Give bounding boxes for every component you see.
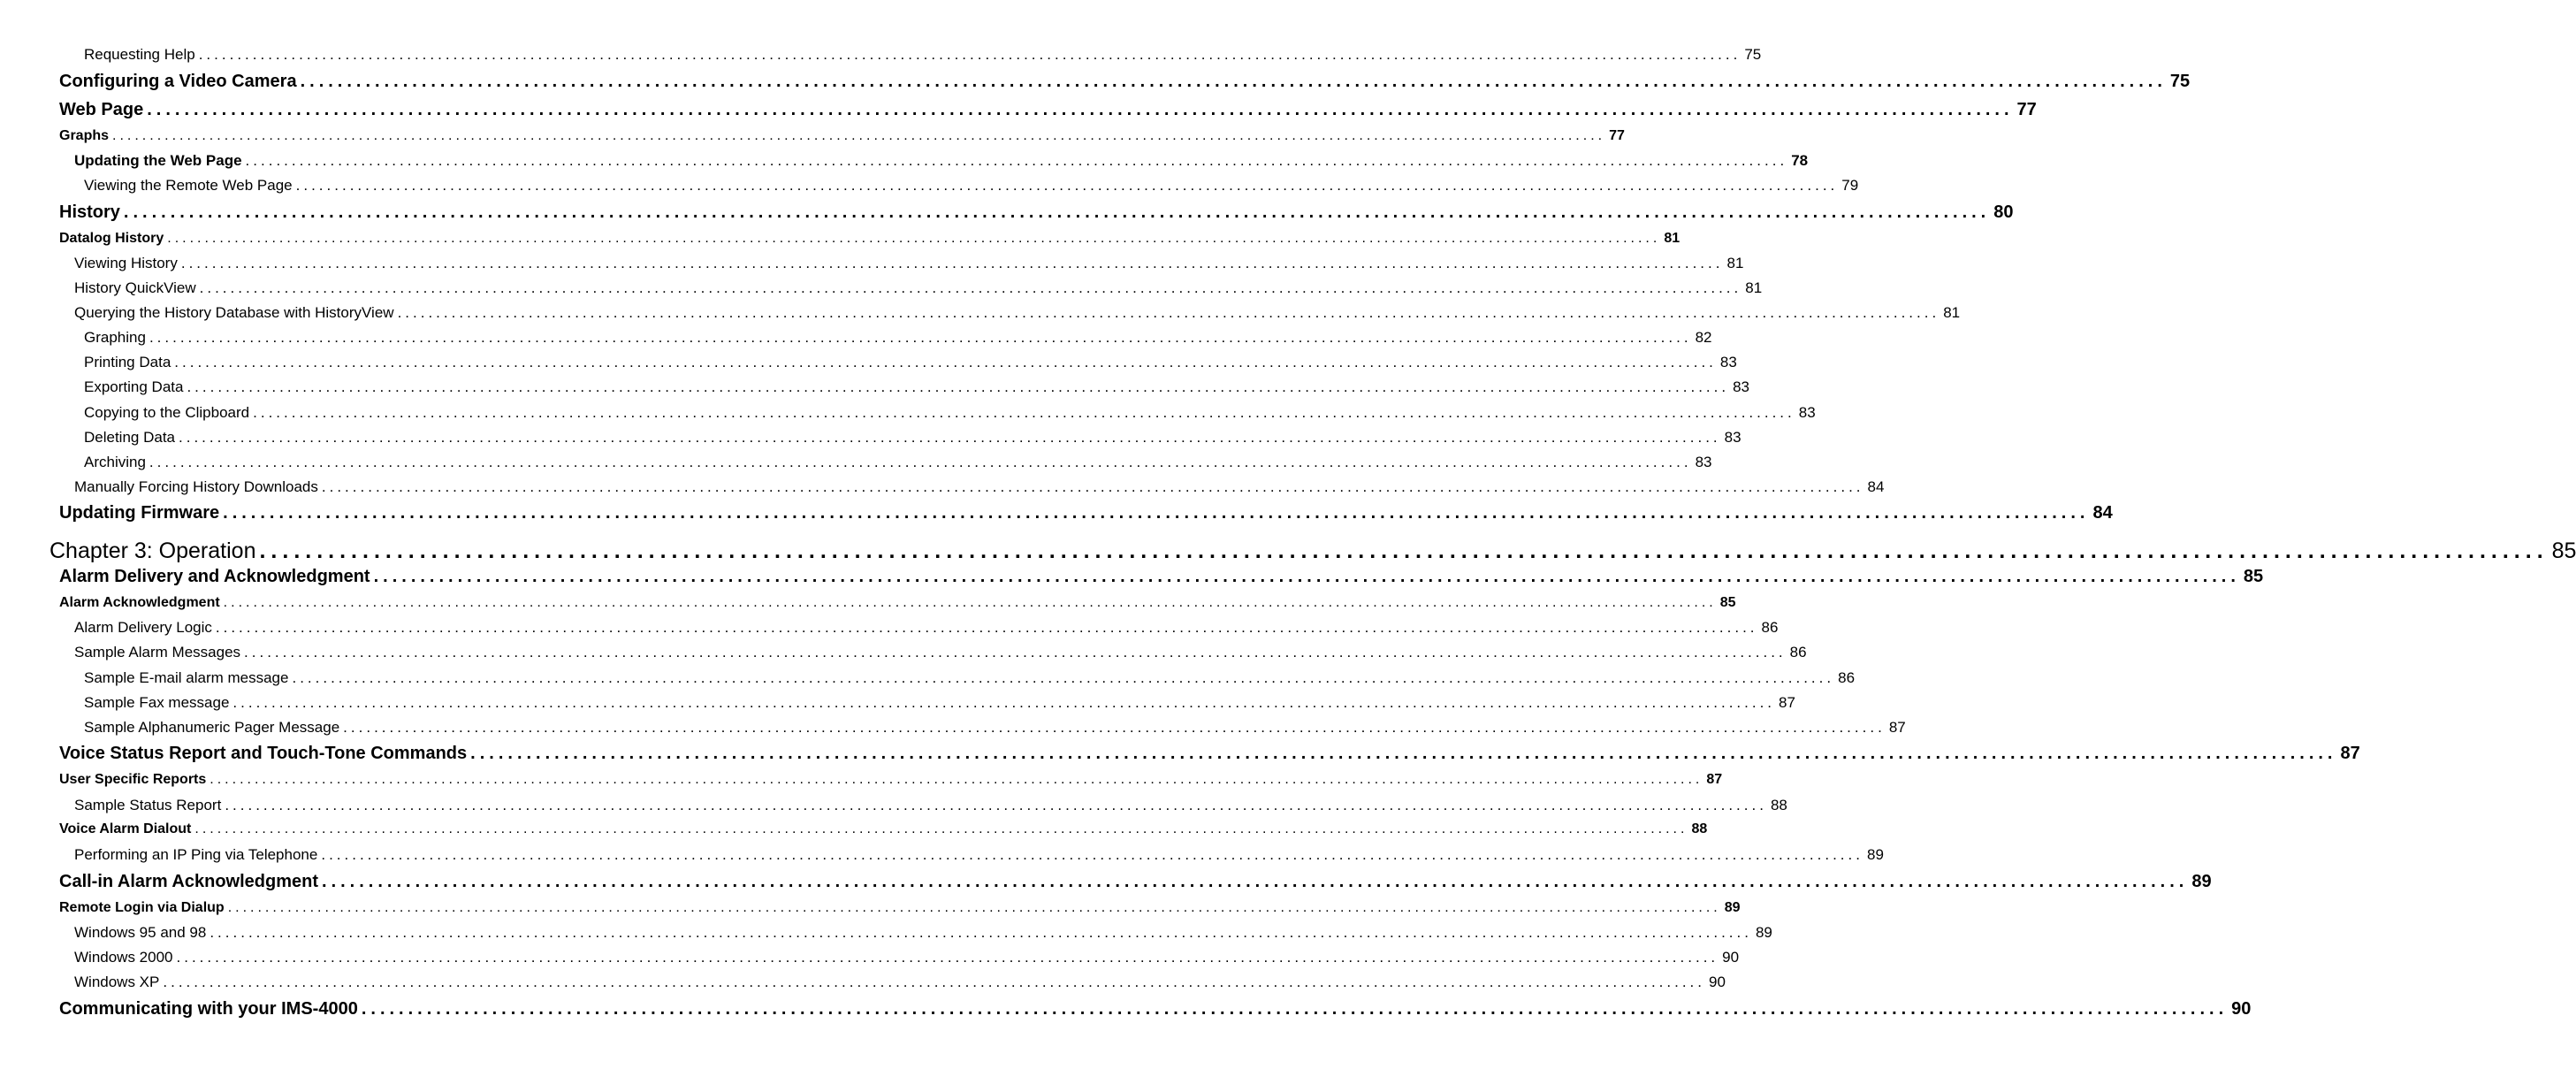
dot-leader: ........................................................................................................................................................................................................ <box>397 304 1940 321</box>
dot-leader: ........................................................................................................................................................................................................ <box>343 719 1886 736</box>
toc-entry-page: 87 <box>1706 772 1723 787</box>
toc-entry-title: Sample Fax message <box>84 694 230 711</box>
toc-entry[interactable] <box>59 567 2264 587</box>
toc-entry-title: Viewing the Remote Web Page <box>84 177 293 194</box>
toc-entry-title: Voice Status Report and Touch-Tone Commands <box>59 744 468 763</box>
toc-entry[interactable] <box>84 719 1906 737</box>
toc-entry[interactable] <box>59 100 2037 120</box>
dot-leader: ........................................................................................................................................................................................................ <box>112 128 1606 143</box>
toc-entry[interactable] <box>84 404 1816 422</box>
toc-entry[interactable] <box>84 177 1859 195</box>
toc-entry-page: 77 <box>1609 128 1625 143</box>
dot-leader: ........................................................................................................................................................................................................ <box>180 255 1724 271</box>
dot-leader: ........................................................................................................................................................................................................ <box>149 329 1692 346</box>
toc-entry-page: 81 <box>1745 279 1763 296</box>
toc-entry-title: Chapter 3: Operation <box>50 538 256 563</box>
toc-entry-page: 75 <box>1744 46 1762 63</box>
toc-entry-title: Windows XP <box>74 974 160 990</box>
toc-entry-page: 85 <box>1719 595 1736 610</box>
toc-entry-page: 81 <box>1664 231 1680 246</box>
toc-entry-title: Web Page <box>59 100 144 119</box>
toc-entry-page: 78 <box>1791 152 1809 169</box>
toc-entry[interactable] <box>84 429 1741 447</box>
dot-leader: ........................................................................................................................................................................................................ <box>198 46 1741 63</box>
toc-entry[interactable] <box>59 744 2360 764</box>
toc-entry[interactable] <box>84 669 1856 687</box>
dot-leader: ........................................................................................................................................................................................................ <box>253 404 1795 421</box>
dot-leader: ........................................................................................................................................................................................................ <box>292 669 1835 686</box>
toc-entry[interactable] <box>59 999 2252 1019</box>
toc-entry-page: 86 <box>1789 644 1807 661</box>
toc-entry[interactable] <box>74 846 1884 864</box>
dot-leader: ........................................................................................................................................................................................................ <box>223 503 2090 523</box>
toc-entry[interactable] <box>59 128 1625 144</box>
toc-entry-page: 87 <box>1888 719 1906 736</box>
dot-leader: ........................................................................................................................................................................................................ <box>215 619 1758 636</box>
toc-entry-page: 87 <box>2340 744 2360 763</box>
toc-entry-title: Sample Status Report <box>74 797 222 813</box>
dot-leader: ........................................................................................................................................................................................................ <box>321 478 1864 495</box>
toc-entry[interactable] <box>74 974 1726 991</box>
toc-entry-page: 83 <box>1724 429 1741 446</box>
toc-chapter-entry[interactable] <box>50 538 2576 564</box>
toc-entry-page: 77 <box>2016 100 2037 119</box>
toc-entry-page: 90 <box>1722 949 1740 966</box>
toc-entry[interactable] <box>74 304 1961 322</box>
toc-entry-title: Sample Alphanumeric Pager Message <box>84 719 340 736</box>
toc-entry[interactable] <box>74 279 1763 297</box>
toc-entry-title: Graphing <box>84 329 146 346</box>
toc-entry-title: Windows 2000 <box>74 949 173 966</box>
dot-leader: ........................................................................................................................................................................................................ <box>174 354 1717 370</box>
toc-entry[interactable] <box>74 152 1809 170</box>
dot-leader: ........................................................................................................................................................................................................ <box>176 949 1719 966</box>
toc-entry[interactable] <box>84 354 1737 371</box>
toc-entry[interactable] <box>74 644 1807 661</box>
toc-entry[interactable] <box>84 329 1712 347</box>
toc-entry-title: History <box>59 202 120 222</box>
toc-entry-page: 82 <box>1695 329 1712 346</box>
toc-entry-page: 81 <box>1943 304 1961 321</box>
toc-entry[interactable] <box>59 503 2113 523</box>
toc-entry[interactable] <box>59 772 1723 788</box>
toc-entry-title: Archiving <box>84 454 146 470</box>
toc-entry-page: 84 <box>1867 478 1885 495</box>
dot-leader: ........................................................................................................................................................................................................ <box>300 72 2167 91</box>
dot-leader: ........................................................................................................................................................................................................ <box>361 999 2229 1019</box>
toc-entry-title: Copying to the Clipboard <box>84 404 250 421</box>
toc-entry[interactable] <box>74 478 1885 496</box>
toc-entry[interactable] <box>74 797 1787 814</box>
dot-leader: ........................................................................................................................................................................................................ <box>123 202 1991 222</box>
toc-entry-title: Requesting Help <box>84 46 195 63</box>
toc-entry-title: Updating Firmware <box>59 503 220 523</box>
dot-leader: ........................................................................................................................................................................................................ <box>187 378 1730 395</box>
dot-leader: ........................................................................................................................................................................................................ <box>244 644 1787 661</box>
toc-entry-title: Viewing History <box>74 255 178 271</box>
toc-entry[interactable] <box>74 619 1779 637</box>
toc-entry-page: 83 <box>1719 354 1737 370</box>
toc-entry-page: 90 <box>2231 999 2252 1019</box>
toc-entry-title: Performing an IP Ping via Telephone <box>74 846 318 863</box>
dot-leader: ........................................................................................................................................................................................................ <box>163 974 1706 990</box>
dot-leader: ........................................................................................................................................................................................................ <box>232 694 1776 711</box>
dot-leader: ........................................................................................................................................................................................................ <box>245 152 1788 169</box>
toc-entry-title: Communicating with your IMS-4000 <box>59 999 358 1019</box>
toc-entry-title: History QuickView <box>74 279 196 296</box>
toc-entry-title: Printing Data <box>84 354 171 370</box>
toc-entry[interactable] <box>74 949 1740 966</box>
toc-entry[interactable] <box>59 900 1741 916</box>
toc-entry-title: Querying the History Database with HistoryView <box>74 304 394 321</box>
toc-entry-title: Voice Alarm Dialout <box>59 821 192 836</box>
toc-entry-page: 89 <box>1866 846 1884 863</box>
dot-leader: ........................................................................................................................................................................................................ <box>199 279 1742 296</box>
toc-entry[interactable] <box>59 595 1736 611</box>
dot-leader: ........................................................................................................................................................................................................ <box>295 177 1839 194</box>
toc-entry-title: Exporting Data <box>84 378 184 395</box>
dot-leader: ........................................................................................................................................................................................................ <box>225 797 1767 813</box>
toc-entry-title: Configuring a Video Camera <box>59 72 297 91</box>
toc-entry[interactable] <box>59 872 2212 892</box>
toc-entry-title: Manually Forcing History Downloads <box>74 478 318 495</box>
toc-entry-title: Alarm Delivery Logic <box>74 619 212 636</box>
toc-entry-page: 79 <box>1841 177 1859 194</box>
toc-entry[interactable] <box>74 924 1772 942</box>
toc-entry-title: Datalog History <box>59 231 164 246</box>
toc-entry[interactable] <box>59 202 2014 223</box>
toc-entry-title: User Specific Reports <box>59 772 207 787</box>
toc-entry-page: 85 <box>2243 567 2264 586</box>
toc-entry-page: 81 <box>1726 255 1744 271</box>
toc-entry-title: Updating the Web Page <box>74 152 242 169</box>
toc-entry[interactable] <box>59 821 1708 837</box>
toc-entry-page: 86 <box>1761 619 1779 636</box>
toc-entry-title: Alarm Delivery and Acknowledgment <box>59 567 370 586</box>
toc-entry-page: 80 <box>1993 202 2014 222</box>
toc-entry[interactable] <box>84 454 1712 471</box>
toc-entry-page: 88 <box>1691 821 1708 836</box>
toc-entry-page: 86 <box>1838 669 1856 686</box>
dot-leader: ........................................................................................................................................................................................................ <box>179 429 1721 446</box>
toc-entry-title: Alarm Acknowledgment <box>59 595 220 610</box>
toc-entry[interactable] <box>84 378 1750 396</box>
dot-leader: ........................................................................................................................................................................................................ <box>223 595 1717 610</box>
toc-entry-page: 90 <box>1709 974 1726 990</box>
toc-entry-page: 87 <box>1779 694 1795 711</box>
dot-leader: ........................................................................................................................................................................................................ <box>147 100 2014 119</box>
toc-entry-page: 83 <box>1798 404 1816 421</box>
toc-entry[interactable] <box>74 255 1744 272</box>
toc-entry[interactable] <box>84 46 1762 64</box>
toc-entry-page: 75 <box>2169 72 2191 91</box>
dot-leader: ........................................................................................................................................................................................................ <box>149 454 1692 470</box>
toc-entry-page: 83 <box>1695 454 1712 470</box>
toc-entry-page: 88 <box>1770 797 1787 813</box>
toc-entry[interactable] <box>59 231 1680 247</box>
toc-entry-title: Sample E-mail alarm message <box>84 669 289 686</box>
dot-leader: ........................................................................................................................................................................................................ <box>210 772 1703 787</box>
toc-entry-title: Call-in Alarm Acknowledgment <box>59 872 319 891</box>
toc-entry-page: 85 <box>2551 538 2576 563</box>
dot-leader: ........................................................................................................................................................................................................ <box>259 538 2549 563</box>
dot-leader: ........................................................................................................................................................................................................ <box>322 872 2189 891</box>
toc-entry-title: Remote Login via Dialup <box>59 900 225 915</box>
toc-entry-title: Windows 95 and 98 <box>74 924 207 941</box>
toc-entry[interactable] <box>84 694 1795 712</box>
toc-entry-title: Deleting Data <box>84 429 176 446</box>
toc-entry[interactable] <box>59 72 2191 92</box>
toc-entry-page: 89 <box>1724 900 1741 915</box>
dot-leader: ........................................................................................................................................................................................................ <box>194 821 1688 836</box>
toc-entry-page: 83 <box>1733 378 1750 395</box>
toc-entry-page: 84 <box>2092 503 2113 523</box>
toc-entry-page: 89 <box>2191 872 2212 891</box>
dot-leader: ........................................................................................................................................................................................................ <box>321 846 1863 863</box>
dot-leader: ........................................................................................................................................................................................................ <box>470 744 2337 763</box>
dot-leader: ........................................................................................................................................................................................................ <box>210 924 1752 941</box>
toc-entry-page: 89 <box>1755 924 1772 941</box>
dot-leader: ........................................................................................................................................................................................................ <box>227 900 1721 915</box>
dot-leader: ........................................................................................................................................................................................................ <box>373 567 2240 586</box>
toc-entry-title: Sample Alarm Messages <box>74 644 241 661</box>
dot-leader: ........................................................................................................................................................................................................ <box>167 231 1661 246</box>
toc-entry-title: Graphs <box>59 128 110 143</box>
